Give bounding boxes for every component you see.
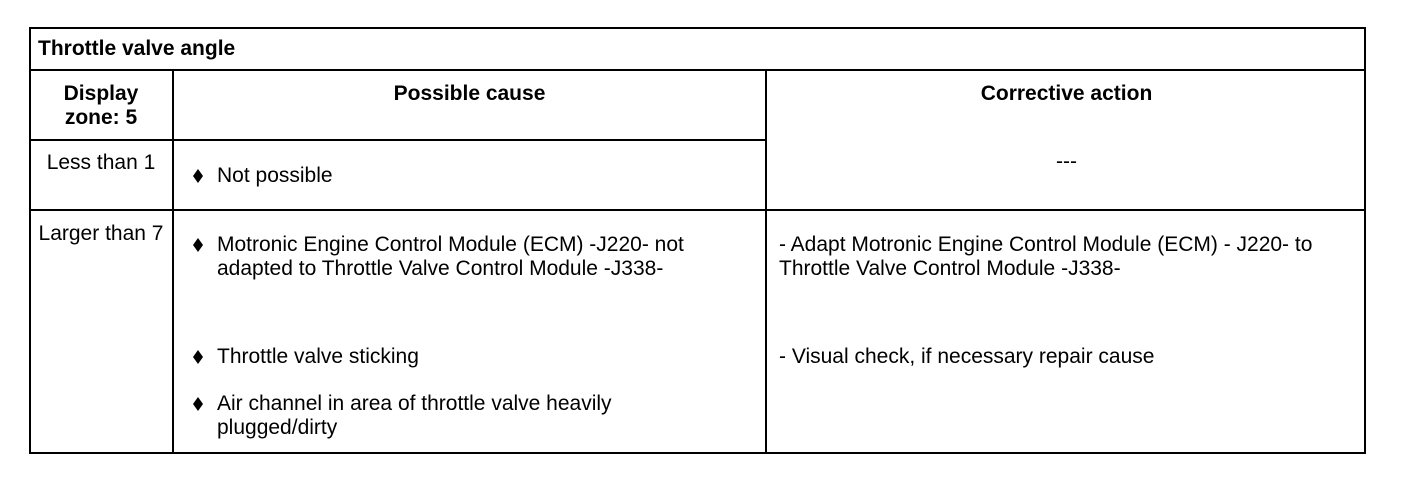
- table-title: Throttle valve angle: [38, 37, 236, 60]
- row1-action: ---: [1056, 150, 1077, 173]
- header-display-zone: Display zone: 5: [63, 82, 139, 129]
- row2-action-1: - Adapt Motronic Engine Control Module (ECM) - J220- to Throttle Valve Control Module -J338-: [779, 233, 1313, 280]
- cause-text: Air channel in area of throttle valve heavily plugged/dirty: [217, 392, 612, 439]
- diamond-bullet-icon: [193, 169, 203, 183]
- diamond-bullet-icon: [193, 238, 203, 252]
- diamond-bullet-icon: [193, 350, 203, 364]
- header-possible-cause: Possible cause: [393, 82, 546, 105]
- cause-text: Motronic Engine Control Module (ECM) -J220- not adapted to Throttle Valve Control Module -J338-: [217, 233, 684, 280]
- cause-text: Throttle valve sticking: [217, 345, 419, 368]
- row2-zone: Larger than 7: [38, 222, 164, 245]
- row-divider: [29, 209, 1366, 211]
- title-divider: [29, 69, 1366, 71]
- header-corrective-action: Corrective action: [980, 82, 1153, 105]
- cause-text: Not possible: [217, 164, 333, 187]
- col-divider-2: [765, 69, 767, 454]
- diamond-bullet-icon: [193, 397, 203, 411]
- header-divider-left: [29, 139, 766, 141]
- row1-zone: Less than 1: [46, 151, 156, 174]
- row2-action-2: - Visual check, if necessary repair cause: [779, 345, 1155, 368]
- col-divider-1: [172, 69, 174, 454]
